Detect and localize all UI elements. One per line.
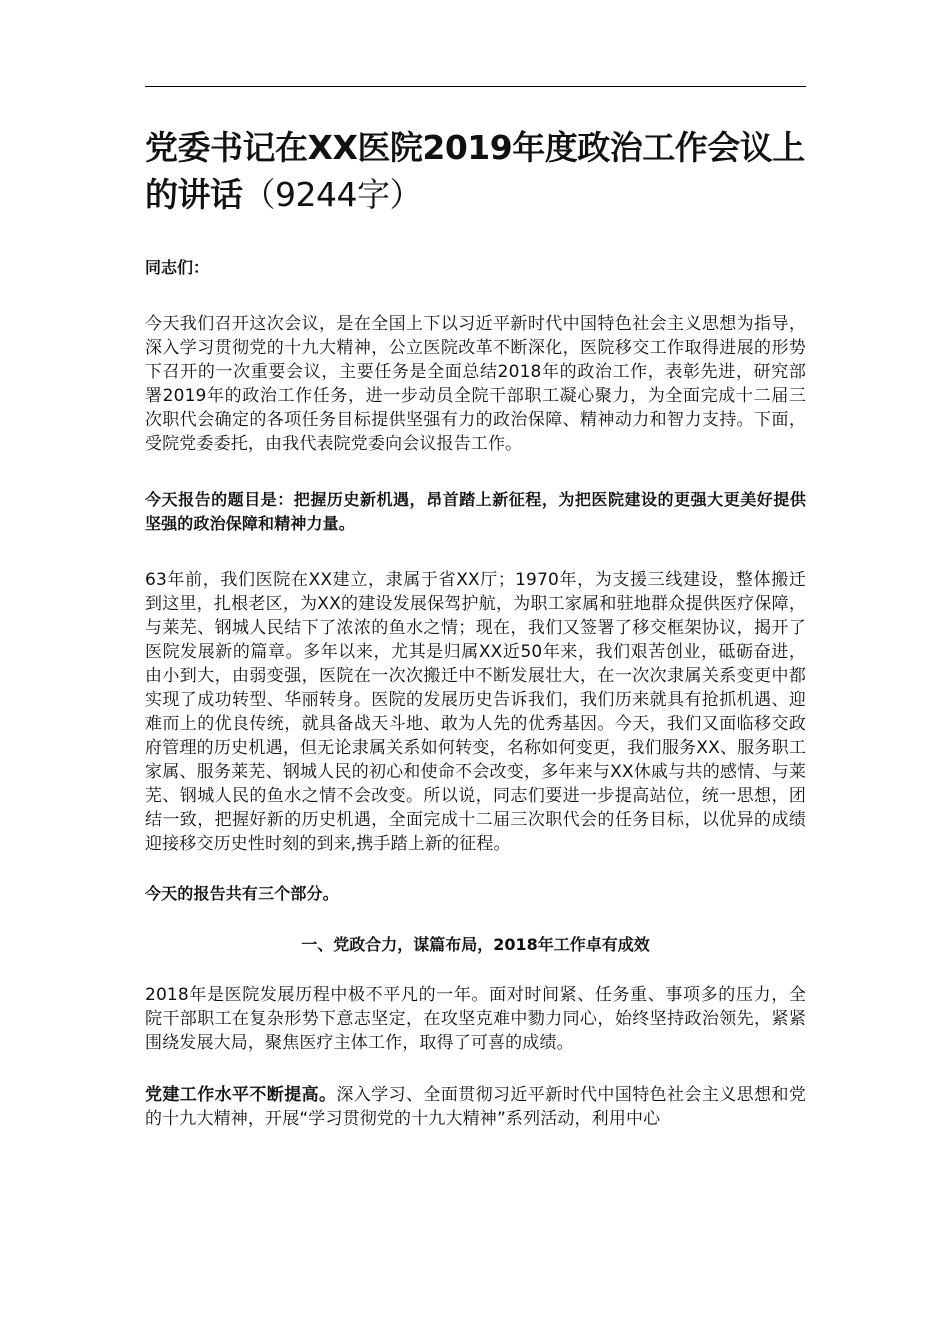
salutation: 同志们： — [145, 258, 210, 277]
history-paragraph: 63年前，我们医院在XX建立，隶属于省XX厅；1970年，为支援三线建设，整体搬迁到这里，扎根老区，为XX的建设发展保驾护航，为职工家属和驻地群众提供医疗保障，与莱芜、钢城人民结下了浓浓的鱼水之情；现在，我们又签署了移交框架协议，揭开了医院发展新的篇章。多年以来，尤其是归属XX近50年来，我们艰苦创业，砥砺奋进，由小到大，由弱变强，医院在一次次搬迁中不断发展壮大，在一次次隶属关系变更中都实现了成功转型、华丽转身。医院的发展历史告诉我们，我们历来就具有抢抓机遇、迎难而上的优良传统，就具备战天斗地、敢为人先的优秀基因。今天，我们又面临移交政府管理的历史机遇，但无论隶属关系如何转变，名称如何变更，我们服务XX、服务职工家属、服务莱芜、钢城人民的初心和使命不会改变，多年来与XX休戚与共的感情、与莱芜、钢城人民的鱼水之情不会改变。所以说，同志们要进一步提高站位，统一思想，团结一致，把握好新的历史机遇，全面完成十二届三次职代会的任务目标，以优异的成绩迎接移交历史性时刻的到来,携手踏上新的征程。 — [145, 570, 806, 854]
document-title — [145, 124, 806, 218]
report-structure-paragraph: 今天的报告共有三个部分。 — [145, 884, 339, 903]
title-word-count: （9244字） — [242, 175, 422, 214]
party-building-lead: 党建工作水平不断提高。 — [145, 1085, 337, 1105]
party-building-text: 深入学习、全面贯彻习近平新时代中国特色社会主义思想和党的十九大精神，开展“学习贯彻党的十九大精神”系列活动，利用中心 — [145, 1085, 806, 1129]
section-heading-1: 一、党政合力，谋篇布局，2018年工作卓有成效 — [301, 935, 650, 954]
party-building-paragraph — [145, 1083, 806, 1131]
document-body — [145, 124, 806, 1131]
title-main: 党委书记在XX医院2019年度政治工作会议上的讲话 — [145, 128, 805, 214]
year-summary-paragraph: 2018年是医院发展历程中极不平凡的一年。面对时间紧、任务重、事项多的压力，全院干部职工在复杂形势下意志坚定，在攻坚克难中勠力同心，始终坚持政治领先，紧紧围绕发展大局，聚焦医疗主体工作，取得了可喜的成绩。 — [145, 985, 806, 1053]
header-rule — [145, 86, 806, 87]
report-theme-paragraph: 今天报告的题目是：把握历史新机遇，昂首踏上新征程，为把医院建设的更强大更美好提供坚强的政治保障和精神力量。 — [145, 490, 806, 533]
opening-paragraph: 今天我们召开这次会议，是在全国上下以习近平新时代中国特色社会主义思想为指导，深入学习贯彻党的十九大精神，公立医院改革不断深化，医院移交工作取得进展的形势下召开的一次重要会议，主要任务是全面总结2018年的政治工作，表彰先进，研究部署2019年的政治工作任务，进一步动员全院干部职工凝心聚力，为全面完成十二届三次职代会确定的各项任务目标提供坚强有力的政治保障、精神动力和智力支持。下面，受院党委委托，由我代表院党委向会议报告工作。 — [145, 314, 806, 454]
